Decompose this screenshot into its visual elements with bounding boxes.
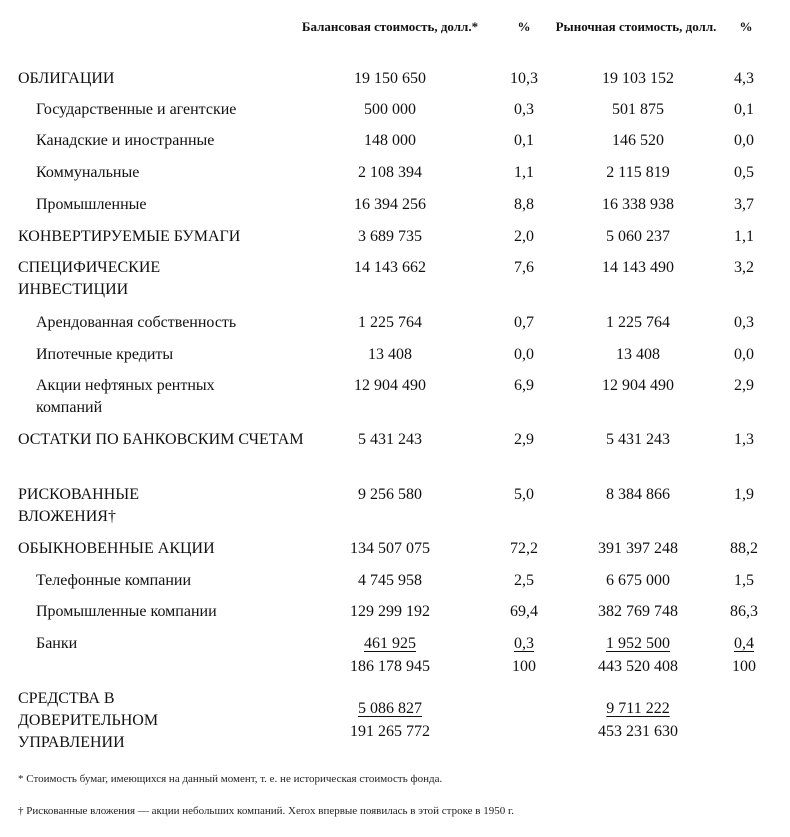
row-label: Канадские и иностранные xyxy=(36,132,215,149)
book-percent-cell: 6,9 xyxy=(514,377,534,394)
row-label: ОБЛИГАЦИИ xyxy=(18,70,115,87)
row-label: ОБЫКНОВЕННЫЕ АКЦИИ xyxy=(18,540,215,557)
book-percent-cell: 0,0 xyxy=(514,346,534,363)
book-percent-cell: 1,1 xyxy=(514,164,534,181)
market-percent-cell: 0,0 xyxy=(734,132,754,149)
header-percent-market: % xyxy=(739,19,753,34)
row-label: Акции нефтяных рентных компаний xyxy=(36,377,215,416)
book-value-cell: 19 150 650 xyxy=(354,70,426,87)
footnote-star: * Стоимость бумаг, имеющихся на данный момент, т. е. не историческая стоимость фонда. xyxy=(18,773,443,785)
book-percent-cell: 0,1 xyxy=(514,132,534,149)
book-percent-cell: 69,4 xyxy=(510,603,538,620)
row-label: Промышленные xyxy=(36,196,147,213)
book-percent-cell: 2,0 xyxy=(514,228,534,245)
row-label: Ипотечные кредиты xyxy=(36,346,174,363)
book-value-cell: 16 394 256 xyxy=(354,196,426,213)
book-value-cell: 148 000 xyxy=(364,132,416,149)
market-percent-cell: 0,0 xyxy=(734,346,754,363)
subtotal-market-value: 443 520 408 xyxy=(598,658,678,675)
book-value-cell: 14 143 662 xyxy=(354,259,426,276)
market-percent-cell: 3,2 xyxy=(734,259,754,276)
book-percent-cell: 7,6 xyxy=(514,259,534,276)
market-percent-cell: 4,3 xyxy=(734,70,754,87)
book-percent-cell: 5,0 xyxy=(514,486,534,503)
row-label: Банки xyxy=(36,635,78,652)
grand-total-book-value: 191 265 772 xyxy=(350,723,430,740)
market-percent-cell: 1,1 xyxy=(734,228,754,245)
market-value-cell: 8 384 866 xyxy=(606,486,670,503)
row-label: Арендованная собственность xyxy=(36,314,237,331)
row-label: ОСТАТКИ ПО БАНКОВСКИМ СЧЕТАМ xyxy=(18,431,304,448)
subtotal-book-value: 186 178 945 xyxy=(350,658,430,675)
row-label: Коммунальные xyxy=(36,164,140,181)
market-percent-cell: 0,1 xyxy=(734,101,754,118)
market-value-cell: 19 103 152 xyxy=(602,70,674,87)
header-book-value: Балансовая стоимость, долл.* xyxy=(301,19,479,34)
book-percent-cell: 0,3 xyxy=(514,635,534,652)
market-percent-cell: 0,3 xyxy=(734,314,754,331)
book-value-cell: 500 000 xyxy=(364,101,416,118)
market-percent-cell: 0,4 xyxy=(734,635,754,652)
book-value-cell: 13 408 xyxy=(368,346,412,363)
subtotal-market-percent: 100 xyxy=(732,658,756,675)
market-percent-cell: 0,5 xyxy=(734,164,754,181)
book-value-cell: 12 904 490 xyxy=(354,377,426,394)
book-value-cell: 1 225 764 xyxy=(358,314,422,331)
header-market-value: Рыночная стоимость, долл. xyxy=(555,19,717,34)
row-label: СРЕДСТВА В ДОВЕРИТЕЛЬНОМ УПРАВЛЕНИИ xyxy=(18,690,159,751)
market-value-cell: 6 675 000 xyxy=(606,572,670,589)
market-value-cell: 501 875 xyxy=(612,101,664,118)
market-value-cell: 146 520 xyxy=(612,132,664,149)
market-percent-cell: 2,9 xyxy=(734,377,754,394)
market-value-cell: 14 143 490 xyxy=(602,259,674,276)
market-percent-cell: 3,7 xyxy=(734,196,754,213)
row-label: Государственные и агентские xyxy=(36,101,237,118)
book-percent-cell: 72,2 xyxy=(510,540,538,557)
market-value-cell: 16 338 938 xyxy=(602,196,674,213)
market-percent-cell: 1,3 xyxy=(734,431,754,448)
book-percent-cell: 2,9 xyxy=(514,431,534,448)
footnote-dagger: † Рискованные вложения — акции небольших компаний. Xerox впервые появилась в этой строке в 1950 г. xyxy=(18,805,514,817)
trust-market-value: 9 711 222 xyxy=(606,700,670,717)
row-label: Телефонные компании xyxy=(36,572,192,589)
book-value-cell: 5 431 243 xyxy=(358,431,422,448)
row-label: Промышленные компании xyxy=(36,603,217,620)
trust-book-value: 5 086 827 xyxy=(358,700,422,717)
book-value-cell: 134 507 075 xyxy=(350,540,430,557)
market-percent-cell: 88,2 xyxy=(730,540,758,557)
book-value-cell: 9 256 580 xyxy=(358,486,422,503)
market-value-cell: 1 225 764 xyxy=(606,314,670,331)
market-value-cell: 13 408 xyxy=(616,346,660,363)
market-percent-cell: 1,5 xyxy=(734,572,754,589)
book-percent-cell: 0,7 xyxy=(514,314,534,331)
book-percent-cell: 0,3 xyxy=(514,101,534,118)
book-value-cell: 3 689 735 xyxy=(358,228,422,245)
row-label: РИСКОВАННЫЕ ВЛОЖЕНИЯ† xyxy=(18,486,140,525)
book-percent-cell: 8,8 xyxy=(514,196,534,213)
book-value-cell: 2 108 394 xyxy=(358,164,422,181)
row-label: СПЕЦИФИЧЕСКИЕ ИНВЕСТИЦИИ xyxy=(18,259,161,298)
market-value-cell: 2 115 819 xyxy=(606,164,670,181)
book-value-cell: 4 745 958 xyxy=(358,572,422,589)
subtotal-book-percent: 100 xyxy=(512,658,536,675)
header-percent-book: % xyxy=(517,19,531,34)
market-value-cell: 12 904 490 xyxy=(602,377,674,394)
grand-total-market-value: 453 231 630 xyxy=(598,723,678,740)
market-percent-cell: 86,3 xyxy=(730,603,758,620)
book-percent-cell: 2,5 xyxy=(514,572,534,589)
row-label: КОНВЕРТИРУЕМЫЕ БУМАГИ xyxy=(18,228,241,245)
market-value-cell: 5 431 243 xyxy=(606,431,670,448)
market-value-cell: 1 952 500 xyxy=(606,635,670,652)
market-percent-cell: 1,9 xyxy=(734,486,754,503)
market-value-cell: 391 397 248 xyxy=(598,540,678,557)
market-value-cell: 382 769 748 xyxy=(598,603,678,620)
book-value-cell: 129 299 192 xyxy=(350,603,430,620)
market-value-cell: 5 060 237 xyxy=(606,228,670,245)
book-percent-cell: 10,3 xyxy=(510,70,538,87)
book-value-cell: 461 925 xyxy=(364,635,416,652)
